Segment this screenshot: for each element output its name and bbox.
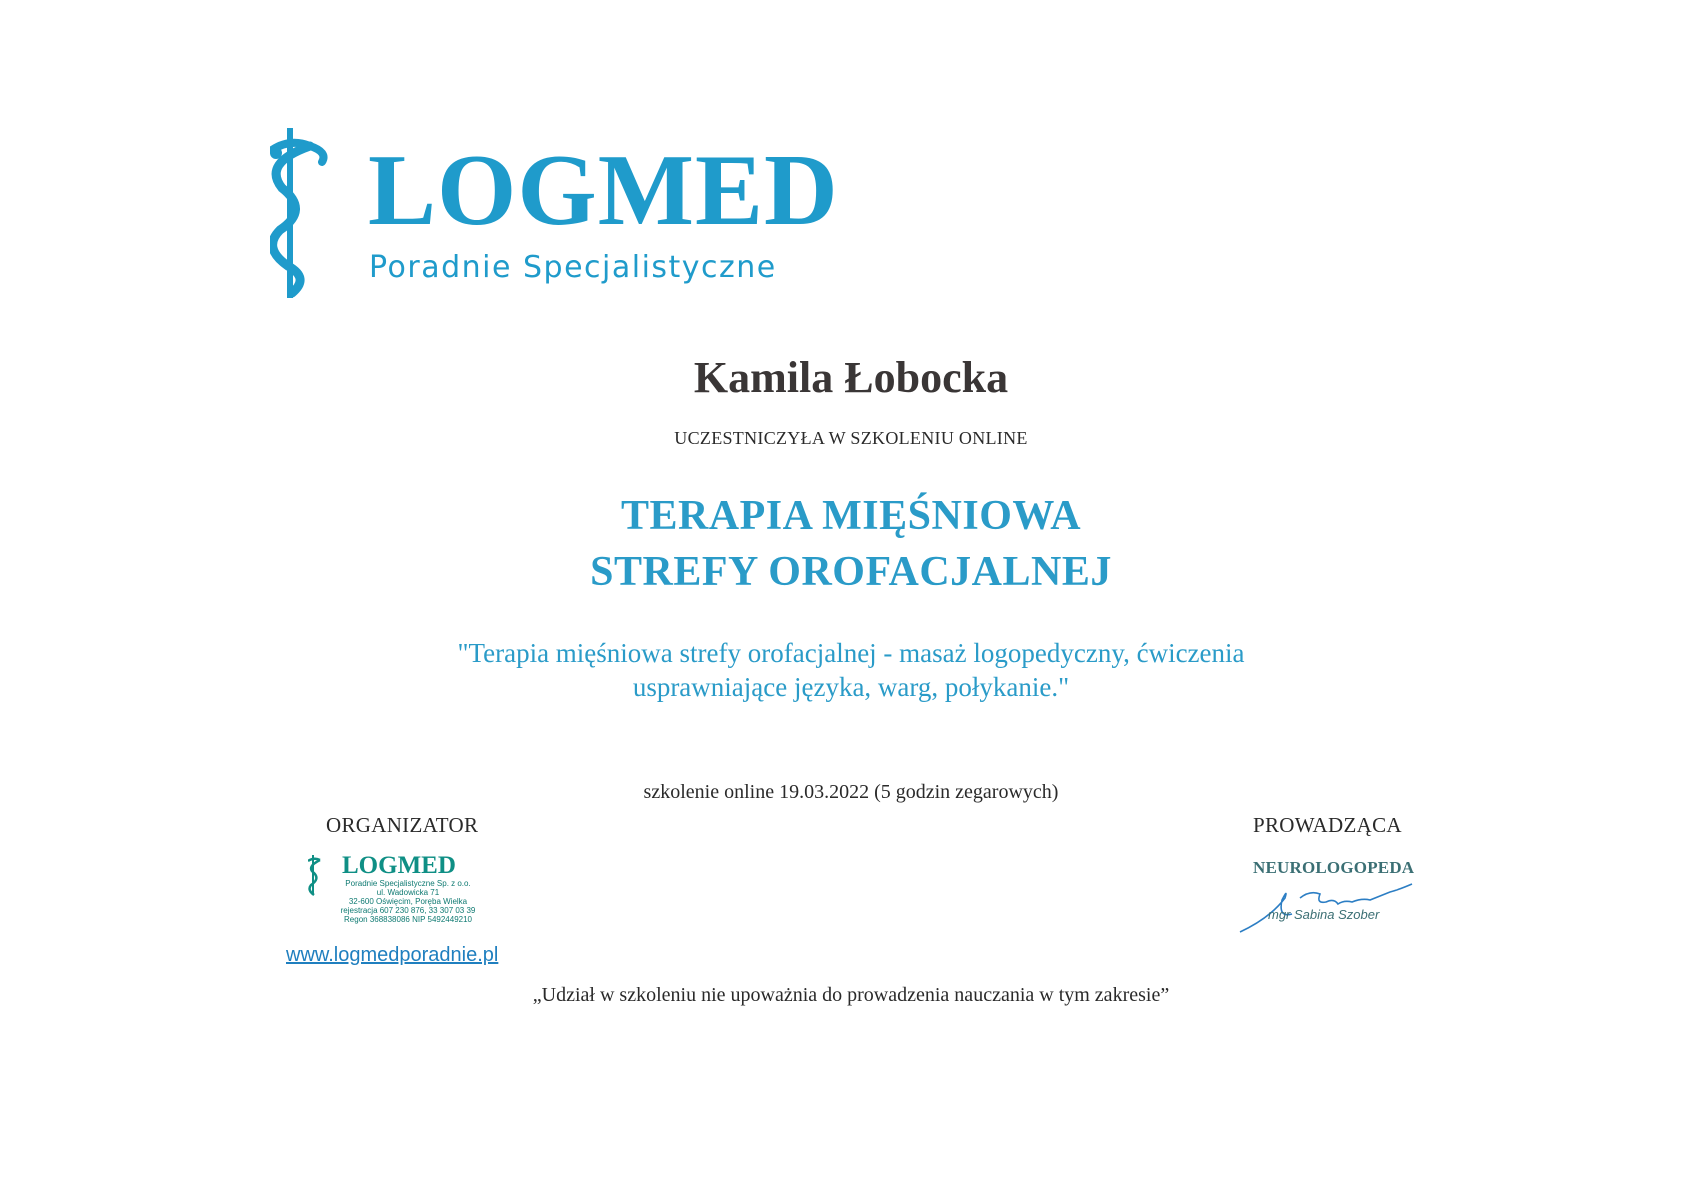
disclaimer: „Udział w szkoleniu nie upoważnia do prowadzenia nauczania w tym zakresie” — [532, 984, 1170, 1006]
course-title — [0, 488, 1702, 600]
logo-subtitle: Poradnie Specjalistyczne — [369, 250, 777, 285]
caduceus-logo-icon — [270, 128, 370, 328]
course-description — [0, 636, 1702, 704]
stamp-caduceus-icon — [308, 855, 328, 899]
lead-stamp-title: NEUROLOGOPEDA — [1253, 858, 1415, 877]
participation-statement: UCZESTNICZYŁA W SZKOLENIU ONLINE — [674, 428, 1028, 448]
course-description-line-2: usprawniające języka, warg, połykanie." — [632, 672, 1070, 702]
stamp-line: Regon 368838086 NIP 5492449210 — [344, 915, 472, 924]
stamp-title: LOGMED — [342, 852, 456, 879]
lead-trainer-name: mgr Sabina Szober — [1268, 907, 1380, 922]
recipient-name: Kamila Łobocka — [693, 353, 1009, 402]
stamp-line: ul. Wadowicka 71 — [376, 888, 440, 897]
logo-title: LOGMED — [368, 134, 839, 247]
organizer-stamp — [308, 853, 488, 933]
website-link[interactable]: www.logmedporadnie.pl — [286, 944, 499, 966]
course-title-line-2: STREFY OROFACJALNEJ — [590, 549, 1112, 595]
course-title-line-1: TERAPIA MIĘŚNIOWA — [620, 493, 1082, 539]
stamp-line: rejestracja 607 230 876, 33 307 03 39 — [340, 906, 476, 915]
lead-trainer-label: PROWADZĄCA — [1253, 813, 1402, 837]
stamp-line: Poradnie Specjalistyczne Sp. z o.o. — [345, 879, 471, 888]
course-description-line-1: "Terapia mięśniowa strefy orofacjalnej - masaż logopedyczny, ćwiczenia — [457, 638, 1245, 668]
organizer-label: ORGANIZATOR — [326, 813, 479, 837]
signature-icon — [1230, 870, 1430, 940]
training-date: szkolenie online 19.03.2022 (5 godzin zegarowych) — [643, 781, 1059, 803]
stamp-line: 32-600 Oświęcim, Poręba Wielka — [348, 897, 468, 906]
